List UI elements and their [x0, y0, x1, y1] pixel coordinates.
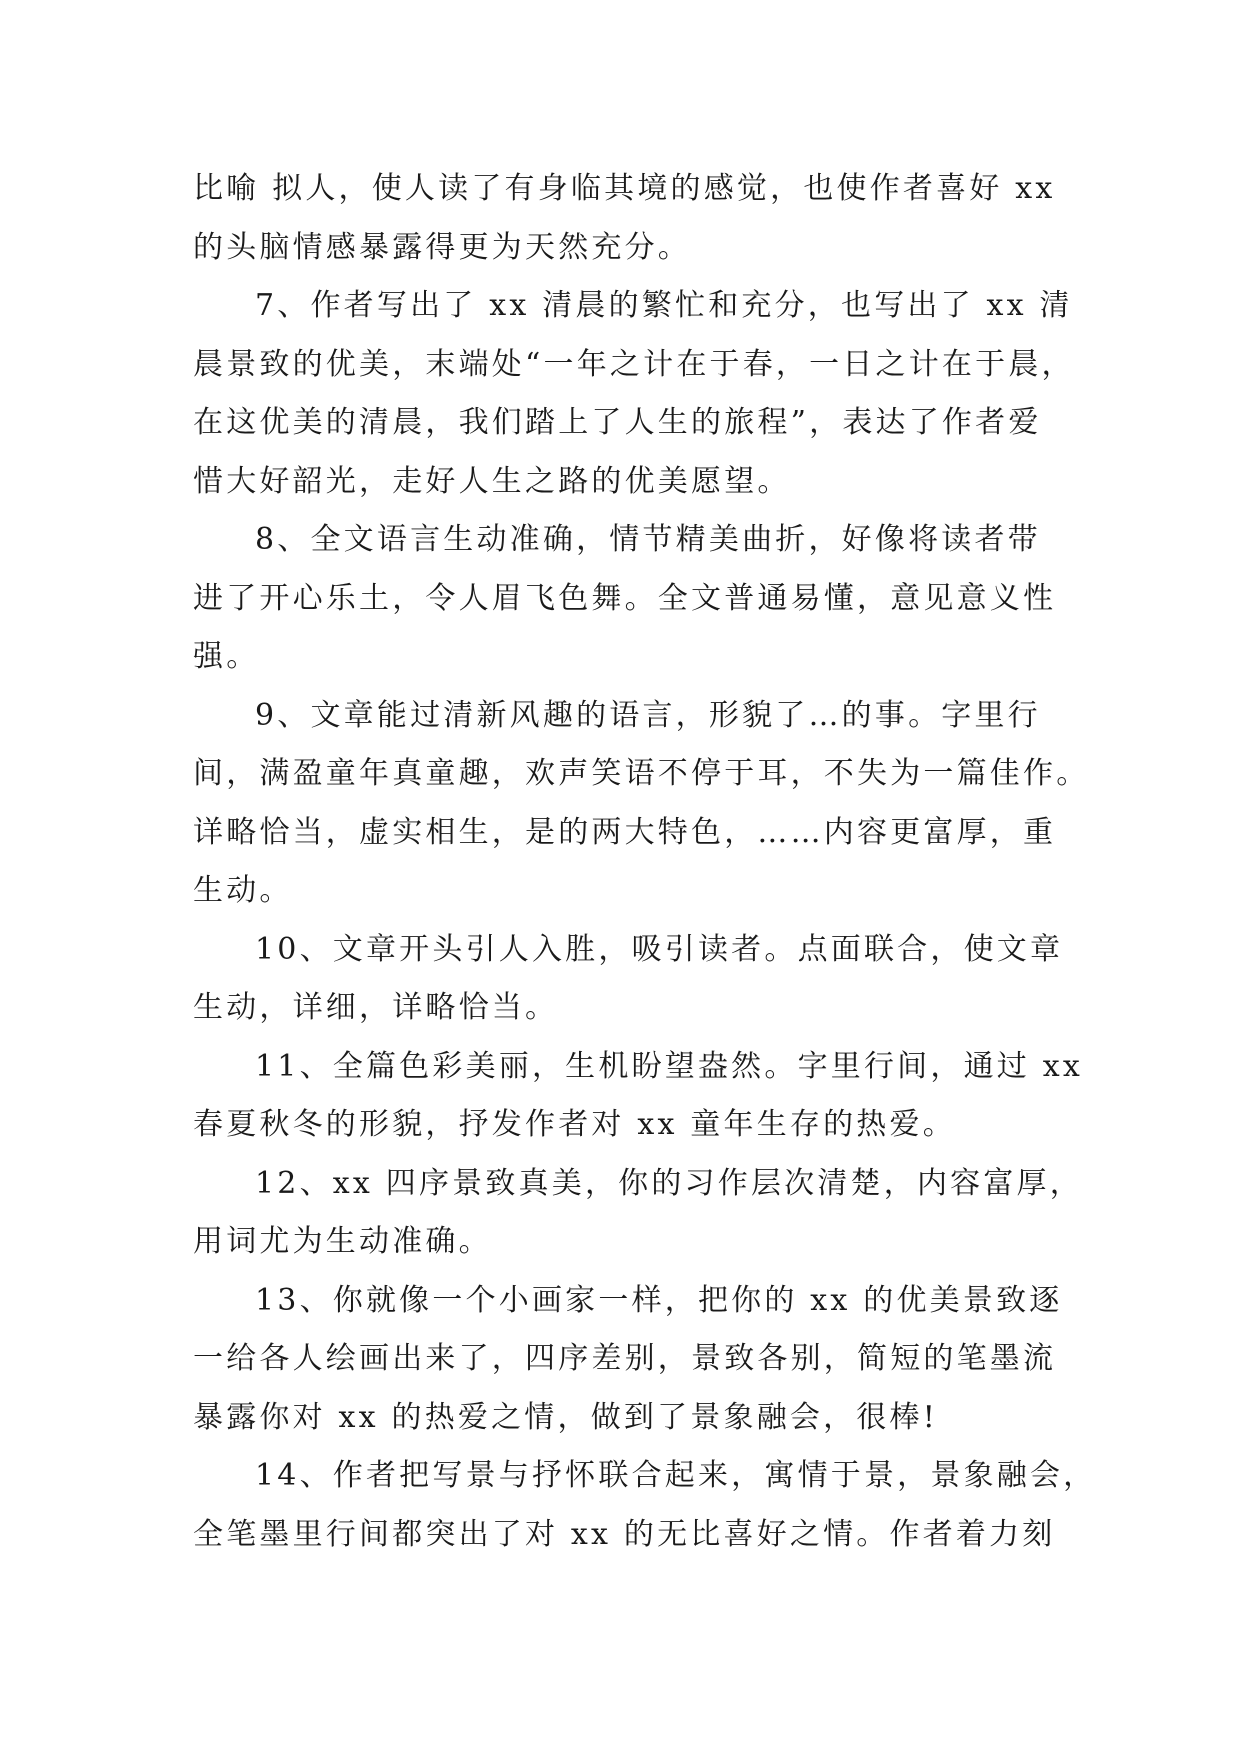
text-line: 暴露你对 xx 的热爱之情，做到了景象融会，很棒! [193, 1399, 938, 1435]
text-line: 14、作者把写景与抒怀联合起来，寓情于景，景象融会， [255, 1458, 1097, 1493]
text-line: 惜大好韶光，走好人生之路的优美愿望。 [193, 463, 791, 499]
text-line: 用词尤为生动准确。 [193, 1224, 492, 1259]
text-line: 12、xx 四序景致真美，你的习作层次清楚，内容富厚， [255, 1165, 1083, 1201]
document-body [193, 160, 1097, 1564]
text-line: 晨景致的优美，末端处“一年之计在于春，一日之计在于晨， [193, 346, 1075, 382]
text-line: 进了开心乐土，令人眉飞色舞。全文普通易懂，意见意义性 [193, 580, 1057, 616]
text-line: 生动。 [193, 873, 293, 908]
text-line: 间，满盈童年真童趣，欢声笑语不停于耳，不失为一篇佳作。 [193, 756, 1090, 791]
text-line: 13、你就像一个小画家一样，把你的 xx 的优美景致逐 [255, 1282, 1063, 1318]
text-line: 比喻 拟人，使人读了有身临其境的感觉，也使作者喜好 xx [193, 171, 1056, 206]
text-line: 8、全文语言生动准确，情节精美曲折，好像将读者带 [255, 522, 1041, 557]
text-line: 春夏秋冬的形貌，抒发作者对 xx 童年生存的热爱。 [193, 1107, 956, 1142]
text-line: 生动，详细，详略恰当。 [193, 990, 559, 1025]
text-line: 全笔墨里行间都突出了对 xx 的无比喜好之情。作者着力刻 [193, 1516, 1056, 1552]
text-line: 9、文章能过清新风趣的语言，形貌了…的事。字里行 [255, 697, 1041, 733]
text-line: 的头脑情感暴露得更为天然充分。 [193, 229, 691, 265]
text-line: 10、文章开头引人入胜，吸引读者。点面联合，使文章 [255, 931, 1064, 967]
text-line: 7、作者写出了 xx 清晨的繁忙和充分，也写出了 xx 清 [255, 288, 1073, 323]
text-line: 详略恰当，虚实相生，是的两大特色，……内容更富厚，重 [193, 814, 1057, 850]
text-line: 一给各人绘画出来了，四序差别，景致各别，简短的笔墨流 [193, 1341, 1057, 1376]
text-line: 强。 [193, 639, 260, 674]
text-line: 在这优美的清晨，我们踏上了人生的旅程”，表达了作者爱 [193, 405, 1042, 440]
text-line: 11、全篇色彩美丽，生机盼望盎然。字里行间，通过 xx [255, 1048, 1083, 1084]
